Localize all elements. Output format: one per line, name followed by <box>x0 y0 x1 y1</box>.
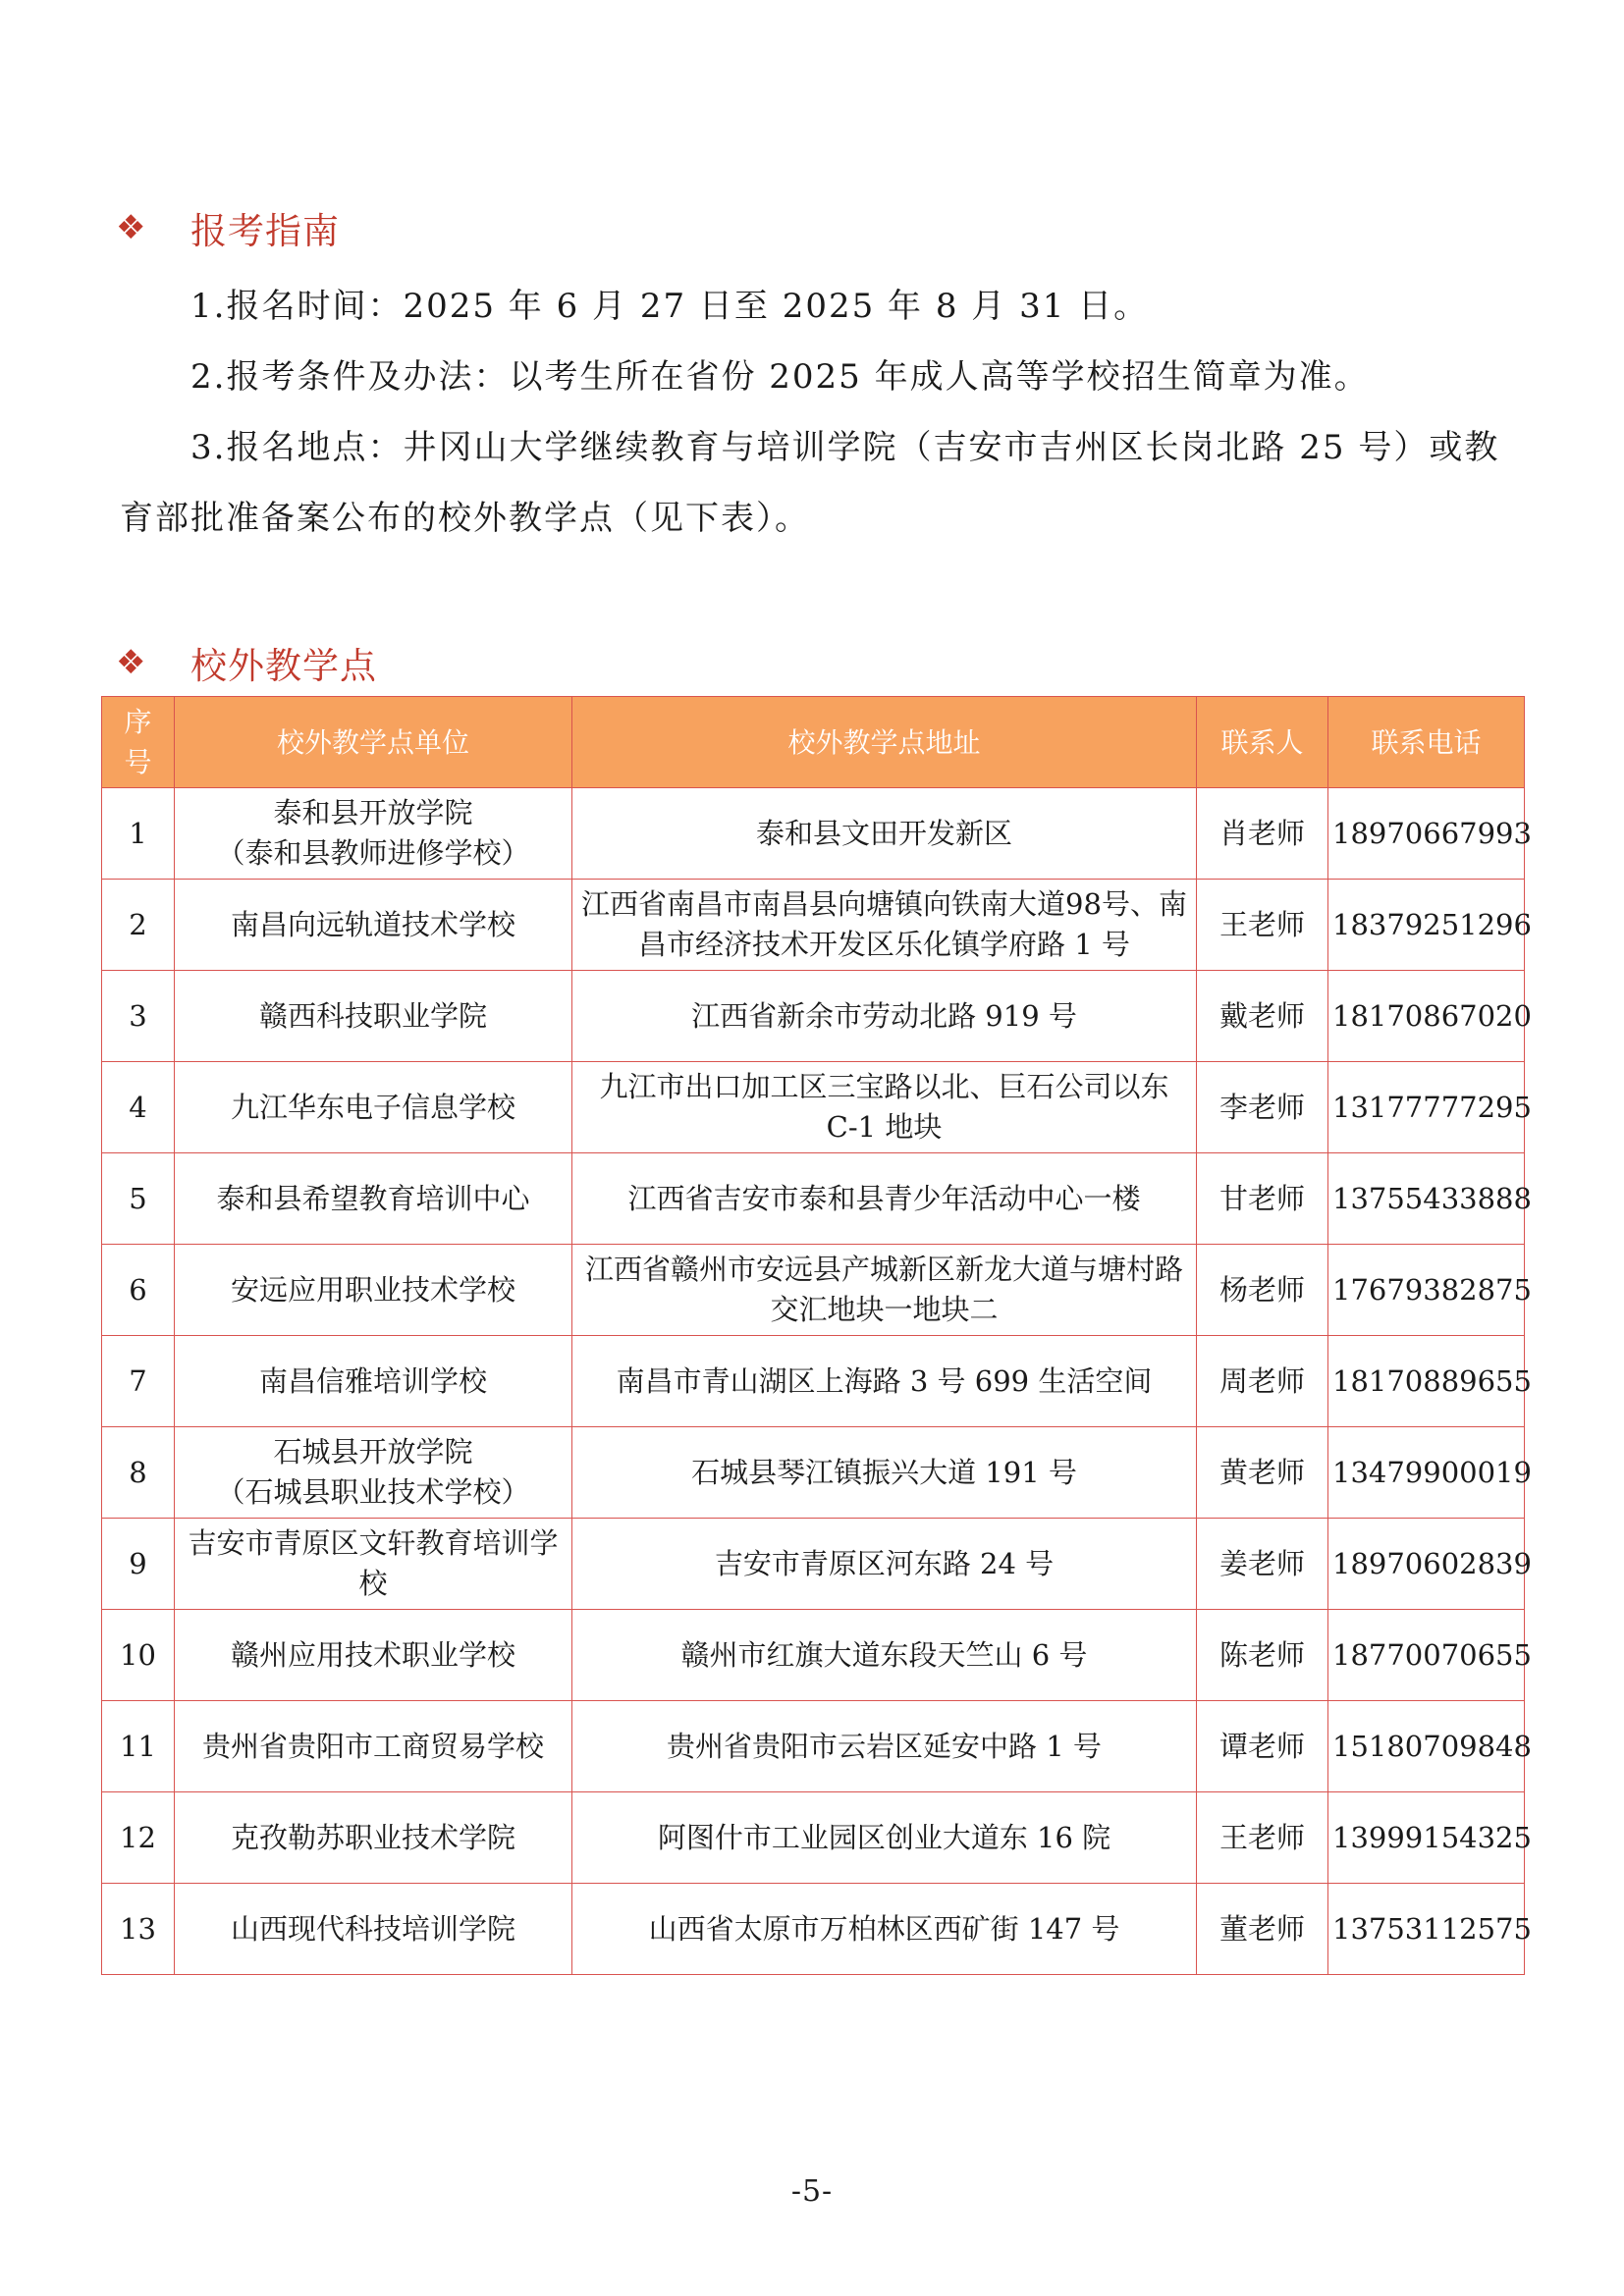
cell-contact: 黄老师 <box>1197 1427 1328 1519</box>
cell-contact: 甘老师 <box>1197 1153 1328 1245</box>
cell-phone: 13755433888 <box>1328 1153 1525 1245</box>
cell-contact: 陈老师 <box>1197 1610 1328 1701</box>
table-row <box>102 1153 1525 1245</box>
cell-unit: 南昌信雅培训学校 <box>175 1336 572 1427</box>
cell-no: 11 <box>102 1701 175 1792</box>
cell-unit: 赣西科技职业学院 <box>175 971 572 1062</box>
section-heading-guide <box>116 201 340 254</box>
cell-contact: 李老师 <box>1197 1062 1328 1153</box>
cell-phone: 13479900019 <box>1328 1427 1525 1519</box>
cell-contact: 王老师 <box>1197 880 1328 971</box>
cell-unit: 贵州省贵阳市工商贸易学校 <box>175 1701 572 1792</box>
table-row <box>102 880 1525 971</box>
cell-address: 泰和县文田开发新区 <box>572 788 1197 880</box>
cell-unit: 石城县开放学院 （石城县职业技术学校） <box>175 1427 572 1519</box>
cell-phone: 13753112575 <box>1328 1884 1525 1975</box>
table-row <box>102 1792 1525 1884</box>
cell-no: 5 <box>102 1153 175 1245</box>
cell-no: 10 <box>102 1610 175 1701</box>
section-title: 校外教学点 <box>190 645 377 687</box>
diamond-bullet-icon: ❖ <box>116 208 146 247</box>
cell-unit: 安远应用职业技术学校 <box>175 1245 572 1336</box>
cell-phone: 15180709848 <box>1328 1701 1525 1792</box>
header-contact: 联系人 <box>1197 697 1328 788</box>
cell-no: 1 <box>102 788 175 880</box>
cell-phone: 13177777295 <box>1328 1062 1525 1153</box>
cell-no: 12 <box>102 1792 175 1884</box>
cell-phone: 17679382875 <box>1328 1245 1525 1336</box>
cell-address: 江西省赣州市安远县产城新区新龙大道与塘村路交汇地块一地块二 <box>572 1245 1197 1336</box>
cell-contact: 杨老师 <box>1197 1245 1328 1336</box>
guide-item-1: 1.报名时间：2025 年 6 月 27 日至 2025 年 8 月 31 日。 <box>190 287 1150 326</box>
table-row <box>102 1884 1525 1975</box>
cell-no: 4 <box>102 1062 175 1153</box>
cell-phone: 18970667993 <box>1328 788 1525 880</box>
cell-no: 3 <box>102 971 175 1062</box>
cell-unit: 赣州应用技术职业学校 <box>175 1610 572 1701</box>
cell-address: 江西省南昌市南昌县向塘镇向铁南大道98号、南昌市经济技术开发区乐化镇学府路 1 号 <box>572 880 1197 971</box>
cell-address: 赣州市红旗大道东段天竺山 6 号 <box>572 1610 1197 1701</box>
cell-phone: 18379251296 <box>1328 880 1525 971</box>
table-row <box>102 1701 1525 1792</box>
cell-no: 6 <box>102 1245 175 1336</box>
cell-contact: 戴老师 <box>1197 971 1328 1062</box>
table-row <box>102 1336 1525 1427</box>
cell-contact: 周老师 <box>1197 1336 1328 1427</box>
table-row <box>102 1519 1525 1610</box>
table-row <box>102 971 1525 1062</box>
cell-address: 贵州省贵阳市云岩区延安中路 1 号 <box>572 1701 1197 1792</box>
table-row <box>102 1245 1525 1336</box>
cell-address: 南昌市青山湖区上海路 3 号 699 生活空间 <box>572 1336 1197 1427</box>
cell-phone: 18970602839 <box>1328 1519 1525 1610</box>
cell-no: 9 <box>102 1519 175 1610</box>
cell-address: 石城县琴江镇振兴大道 191 号 <box>572 1427 1197 1519</box>
cell-no: 8 <box>102 1427 175 1519</box>
cell-phone: 13999154325 <box>1328 1792 1525 1884</box>
cell-address: 九江市出口加工区三宝路以北、巨石公司以东 C-1 地块 <box>572 1062 1197 1153</box>
teaching-points-table <box>101 696 1532 1975</box>
guide-item-3: 3.报名地点：井冈山大学继续教育与培训学院（吉安市吉州区长岗北路 25 号）或教育部批准备案公布的校外教学点（见下表）。 <box>120 428 1500 538</box>
table-row <box>102 1427 1525 1519</box>
header-phone: 联系电话 <box>1328 697 1525 788</box>
header-no: 序号 <box>102 697 175 788</box>
cell-no: 7 <box>102 1336 175 1427</box>
cell-contact: 肖老师 <box>1197 788 1328 880</box>
cell-phone: 18170889655 <box>1328 1336 1525 1427</box>
cell-contact: 董老师 <box>1197 1884 1328 1975</box>
table-header-row <box>102 697 1525 788</box>
cell-unit: 泰和县希望教育培训中心 <box>175 1153 572 1245</box>
cell-address: 吉安市青原区河东路 24 号 <box>572 1519 1197 1610</box>
cell-address: 江西省新余市劳动北路 919 号 <box>572 971 1197 1062</box>
section-heading-points <box>116 636 377 689</box>
cell-no: 2 <box>102 880 175 971</box>
cell-unit: 克孜勒苏职业技术学院 <box>175 1792 572 1884</box>
table-row <box>102 1610 1525 1701</box>
cell-unit: 山西现代科技培训学院 <box>175 1884 572 1975</box>
page-number: -5- <box>790 2174 834 2209</box>
cell-unit: 泰和县开放学院 （泰和县教师进修学校） <box>175 788 572 880</box>
cell-no: 13 <box>102 1884 175 1975</box>
cell-address: 江西省吉安市泰和县青少年活动中心一楼 <box>572 1153 1197 1245</box>
table-row <box>102 788 1525 880</box>
cell-address: 阿图什市工业园区创业大道东 16 院 <box>572 1792 1197 1884</box>
guide-item-2: 2.报考条件及办法：以考生所在省份 2025 年成人高等学校招生简章为准。 <box>190 357 1370 397</box>
cell-contact: 姜老师 <box>1197 1519 1328 1610</box>
cell-phone: 18770070655 <box>1328 1610 1525 1701</box>
header-address: 校外教学点地址 <box>572 697 1197 788</box>
cell-phone: 18170867020 <box>1328 971 1525 1062</box>
cell-contact: 谭老师 <box>1197 1701 1328 1792</box>
cell-unit: 吉安市青原区文轩教育培训学校 <box>175 1519 572 1610</box>
section-title: 报考指南 <box>190 210 340 252</box>
cell-address: 山西省太原市万柏林区西矿街 147 号 <box>572 1884 1197 1975</box>
cell-unit: 南昌向远轨道技术学校 <box>175 880 572 971</box>
table-row <box>102 1062 1525 1153</box>
header-unit: 校外教学点单位 <box>175 697 572 788</box>
cell-contact: 王老师 <box>1197 1792 1328 1884</box>
diamond-bullet-icon: ❖ <box>116 643 146 682</box>
cell-unit: 九江华东电子信息学校 <box>175 1062 572 1153</box>
